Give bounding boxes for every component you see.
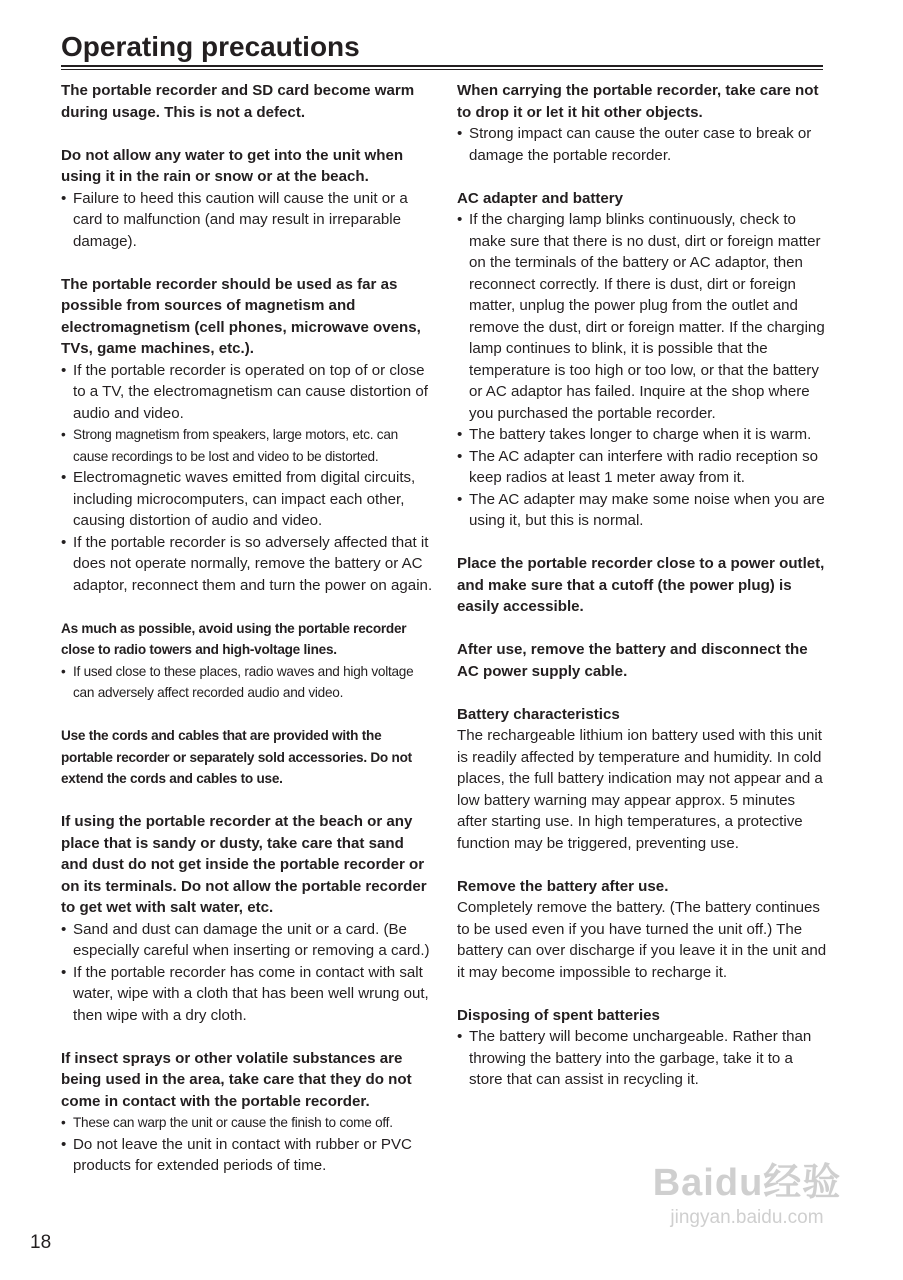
- bullet-item: • Failure to heed this caution will cause the unit or a card to malfunction (and may result in irreparable damage).: [61, 189, 408, 250]
- bullet-list: [61, 661, 433, 704]
- section-carrying: [457, 80, 829, 166]
- section-heading: As much as possible, avoid using the portable recorder close to radio towers and high-voltage lines.: [61, 620, 407, 657]
- bullet-item: • The AC adapter can interfere with radio reception so keep radios at least 1 meter away from it.: [457, 447, 819, 486]
- bullet-list: [61, 919, 433, 1027]
- section-after-use: [457, 639, 829, 682]
- right-column: [457, 80, 829, 1112]
- section-ac-adapter-battery: [457, 188, 829, 532]
- bullet-item: • If the portable recorder is operated on top of or close to a TV, the electromagnetism can cause distortion of audio and video.: [61, 361, 428, 422]
- section-insect-sprays: [61, 1048, 433, 1177]
- section-heading: Disposing of spent batteries: [457, 1006, 660, 1024]
- title-rule: [61, 65, 823, 67]
- bullet-list: [457, 123, 829, 166]
- bullet-item: • Strong impact can cause the outer case to break or damage the portable recorder.: [457, 125, 812, 164]
- bullet-item: • If used close to these places, radio waves and high voltage can adversely affect recorded audio and video.: [61, 663, 414, 700]
- bullet-list: [457, 1026, 829, 1091]
- watermark-url: jingyan.baidu.com: [670, 1207, 824, 1228]
- bullet-item: • The battery takes longer to charge when it is warm.: [457, 426, 812, 443]
- section-beach: [61, 811, 433, 1026]
- bullet-item: • If the portable recorder has come in contact with salt water, wipe with a cloth that has been well wrung out, then wipe with a dry cloth.: [61, 963, 429, 1024]
- section-power-outlet: [457, 553, 829, 618]
- section-heading: Do not allow any water to get into the unit when using it in the rain or snow or at the beach.: [61, 146, 404, 185]
- section-heading: If using the portable recorder at the beach or any place that is sandy or dusty, take care that sand and dust do not get inside the portable recorder or on its terminals. Do not allow the portable recorder to get wet with salt water, etc.: [61, 813, 427, 916]
- title-rule-thin: [61, 69, 823, 70]
- bullet-item: • If the portable recorder is so adversely affected that it does not operate normally, remove the battery or AC adaptor, reconnect them and turn the power on again.: [61, 533, 433, 594]
- watermark-logo: Baidu经验: [652, 1162, 842, 1204]
- bullet-item: • Strong magnetism from speakers, large motors, etc. can cause recordings to be lost and video to be distorted.: [61, 427, 398, 464]
- bullet-item: • Do not leave the unit in contact with rubber or PVC products for extended periods of time.: [61, 1135, 412, 1174]
- section-heading: When carrying the portable recorder, take care not to drop it or let it hit other objects.: [457, 82, 819, 121]
- section-warm-usage: [61, 80, 433, 123]
- section-heading: If insect sprays or other volatile substances are being used in the area, take care that they do not come in contact with the portable recorder.: [61, 1049, 412, 1110]
- bullet-item: • Sand and dust can damage the unit or a card. (Be especially careful when inserting or removing a card.): [61, 920, 430, 959]
- bullet-list: [61, 188, 433, 253]
- baidu-watermark: [632, 1160, 862, 1250]
- section-heading: After use, remove the battery and disconnect the AC power supply cable.: [457, 641, 808, 680]
- section-heading: The portable recorder and SD card become warm during usage. This is not a defect.: [61, 82, 415, 121]
- bullet-item: • These can warp the unit or cause the finish to come off.: [61, 1115, 393, 1130]
- page-number: 18: [30, 1232, 52, 1253]
- section-body: Completely remove the battery. (The battery continues to be used even if you have turned the unit off.) The battery can over discharge if you leave it in the unit and it may become impossible to recharge it.: [457, 899, 827, 981]
- bullet-list: [457, 209, 829, 532]
- section-heading: AC adapter and battery: [457, 189, 624, 207]
- section-magnetism: [61, 274, 433, 597]
- section-body: The rechargeable lithium ion battery used with this unit is readily affected by temperature and humidity. In cold places, the full battery indication may not appear and a low battery warning may appear approx. 5 minutes after starting use. In high temperatures, a protective function may be triggered, preventing use.: [457, 727, 823, 852]
- bullet-list: [61, 360, 433, 597]
- page-title: Operating precautions: [61, 31, 360, 62]
- bullet-item: • Electromagnetic waves emitted from digital circuits, including microcomputers, can impact each other, causing distortion of audio and video.: [61, 469, 416, 529]
- section-battery-characteristics: [457, 704, 829, 855]
- section-heading: Battery characteristics: [457, 705, 620, 723]
- section-radio-towers: [61, 618, 433, 704]
- bullet-item: • If the charging lamp blinks continuously, check to make sure that there is no dust, dirt or foreign matter on the terminals of the battery or AC adaptor, then reconnect correctly. If there is dust, dirt or foreign matter, unplug the power plug from the outlet and remove the dust, dirt or foreign matter. If the charging lamp continues to blink, it is possible that the temperature is too high or too low, or that the battery or AC adaptor has failed. Inquire at the shop where you purchased the portable recorder.: [457, 211, 825, 422]
- section-cords: [61, 725, 433, 790]
- left-column: [61, 80, 433, 1198]
- section-heading: Remove the battery after use.: [457, 877, 669, 895]
- bullet-list: [61, 1112, 433, 1177]
- section-heading: The portable recorder should be used as far as possible from sources of magnetism and electromagnetism (cell phones, microwave ovens, TVs, game machines, etc.).: [61, 275, 421, 357]
- section-water: [61, 145, 433, 253]
- section-disposing-batteries: [457, 1005, 829, 1091]
- section-heading: Use the cords and cables that are provided with the portable recorder or separately sold accessories. Do not extend the cords and cables to use.: [61, 728, 412, 786]
- bullet-item: • The AC adapter may make some noise when you are using it, but this is normal.: [457, 490, 825, 529]
- bullet-item: • The battery will become unchargeable. Rather than throwing the battery into the garbage, take it to a store that can assist in recycling it.: [457, 1028, 812, 1088]
- section-remove-battery: [457, 876, 829, 984]
- section-heading: Place the portable recorder close to a power outlet, and make sure that a cutoff (the power plug) is easily accessible.: [457, 555, 825, 615]
